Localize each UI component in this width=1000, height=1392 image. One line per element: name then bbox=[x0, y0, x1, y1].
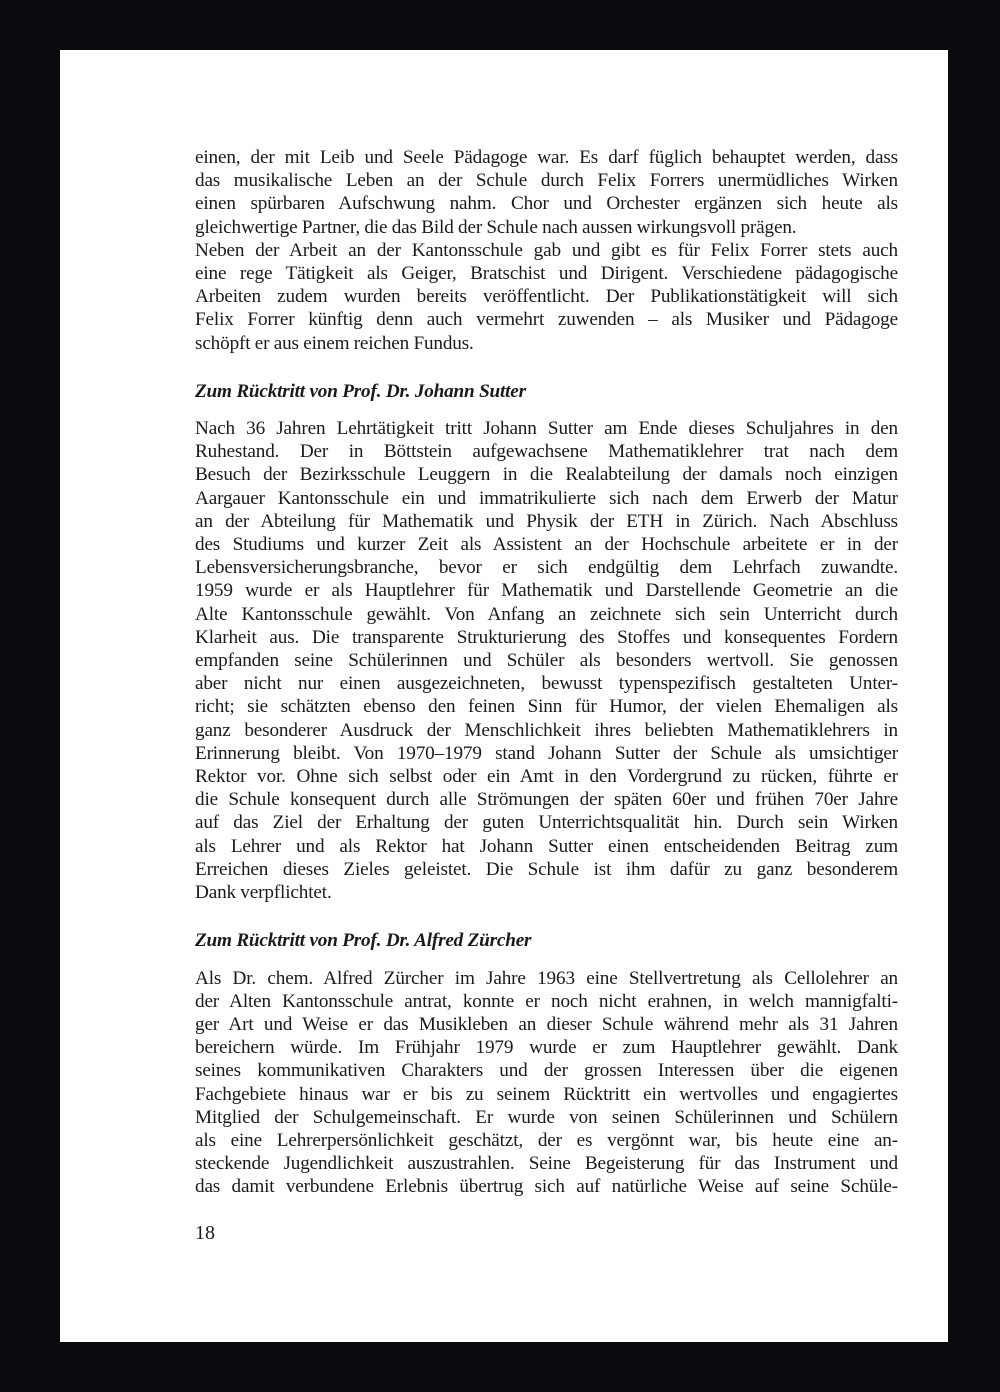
text-line: des Studiums und kurzer Zeit als Assistent an der Hochschule arbeitete er in der bbox=[195, 534, 898, 556]
text-line: seines kommunikativen Charakters und der grossen Interessen über die eigenen bbox=[195, 1060, 898, 1082]
text-line: Arbeiten zudem wurden bereits veröffentlicht. Der Publikationstätigkeit will sich bbox=[195, 286, 898, 308]
text-line: als eine Lehrerpersönlichkeit geschätzt, der es vergönnt war, bis heute eine an- bbox=[195, 1129, 898, 1151]
text-line: empfanden seine Schülerinnen und Schüler als besonders wertvoll. Sie genossen bbox=[195, 650, 898, 672]
text-line: 1959 wurde er als Hauptlehrer für Mathematik und Darstellende Geometrie an die bbox=[195, 580, 898, 602]
text-line: Besuch der Bezirksschule Leuggern in die Realabteilung der damals noch einzigen bbox=[195, 464, 898, 486]
text-line: das musikalische Leben an der Schule durch Felix Forrers unermüdliches Wirken bbox=[195, 170, 898, 192]
text-line: steckende Jugendlichkeit auszustrahlen. Seine Begeisterung für das Instrument und bbox=[195, 1153, 898, 1175]
text-line: der Alten Kantonsschule antrat, konnte er noch nicht erahnen, in welch mannigfalti- bbox=[195, 990, 898, 1012]
text-line: eine rege Tätigkeit als Geiger, Bratschist und Dirigent. Verschiedene pädagogische bbox=[195, 263, 898, 285]
text-line: Felix Forrer künftig denn auch vermehrt zuwenden – als Musiker und Pädagoge bbox=[195, 309, 898, 331]
text-line: bereichern würde. Im Frühjahr 1979 wurde er zum Hauptlehrer gewählt. Dank bbox=[195, 1037, 898, 1059]
text-line: einen, der mit Leib und Seele Pädagoge war. Es darf füglich behauptet werden, dass bbox=[195, 147, 898, 168]
paragraph-alfred-zuercher bbox=[195, 967, 898, 1199]
text-line: schöpft er aus einem reichen Fundus. bbox=[195, 332, 474, 354]
text-line: an der Abteilung für Mathematik und Physik der ETH in Zürich. Nach Abschluss bbox=[195, 510, 898, 532]
document-page bbox=[60, 50, 948, 1342]
paragraph-johann-sutter bbox=[195, 417, 898, 904]
text-line: Erreichen dieses Zieles geleistet. Die Schule ist ihm dafür zu ganz besonderem bbox=[195, 858, 898, 880]
text-line: Aargauer Kantonsschule ein und immatrikulierte sich nach dem Erwerb der Matur bbox=[195, 487, 898, 509]
text-line: Ruhestand. Der in Böttstein aufgewachsene Mathematiklehrer trat nach dem bbox=[195, 441, 898, 463]
text-line: ganz besonderer Ausdruck der Menschlichkeit ihres beliebten Mathematiklehrers in bbox=[195, 719, 898, 741]
text-line: Klarheit aus. Die transparente Strukturierung des Stoffes und konsequentes Fordern bbox=[195, 626, 898, 648]
text-line: Als Dr. chem. Alfred Zürcher im Jahre 1963 eine Stellvertretung als Cellolehrer an bbox=[195, 967, 898, 989]
text-line: die Schule konsequent durch alle Strömungen der späten 60er und frühen 70er Jahre bbox=[195, 789, 898, 811]
text-line: Dank verpflichtet. bbox=[195, 882, 332, 904]
text-line: Erinnerung bleibt. Von 1970–1979 stand Johann Sutter der Schule als umsichtiger bbox=[195, 742, 898, 764]
text-line: Alte Kantonsschule gewählt. Von Anfang an zeichnete sich sein Unterricht durch bbox=[195, 603, 898, 625]
text-line: Neben der Arbeit an der Kantonsschule gab und gibt es für Felix Forrer stets auch bbox=[195, 239, 898, 261]
text-line: auf das Ziel der Erhaltung der guten Unterrichtsqualität hin. Durch sein Wirken bbox=[195, 812, 898, 834]
section-heading-johann-sutter: Zum Rücktritt von Prof. Dr. Johann Sutter bbox=[195, 380, 526, 402]
text-line: gleichwertige Partner, die das Bild der Schule nach aussen wirkungsvoll prägen. bbox=[195, 216, 797, 238]
page-number: 18 bbox=[195, 1222, 215, 1244]
text-line: das damit verbundene Erlebnis übertrug sich auf natürliche Weise auf seine Schüle- bbox=[195, 1176, 898, 1198]
text-line: Fachgebiete hinaus war er bis zu seinem Rücktritt ein wertvolles und engagiertes bbox=[195, 1083, 898, 1105]
page-body bbox=[195, 146, 898, 1199]
text-line: Mitglied der Schulgemeinschaft. Er wurde von seinen Schülerinnen und Schülern bbox=[195, 1106, 898, 1128]
text-line: aber nicht nur einen ausgezeichneten, bewusst typenspezifisch gestalteten Unter- bbox=[195, 673, 898, 695]
text-line: Lebensversicherungsbranche, bevor er sich endgültig dem Lehrfach zuwandte. bbox=[195, 557, 898, 579]
section-heading-alfred-zuercher: Zum Rücktritt von Prof. Dr. Alfred Zürcher bbox=[195, 930, 532, 952]
text-line: ger Art und Weise er das Musikleben an dieser Schule während mehr als 31 Jahren bbox=[195, 1013, 898, 1035]
text-line: als Lehrer und als Rektor hat Johann Sutter einen entscheidenden Beitrag zum bbox=[195, 835, 898, 857]
text-line: richt; sie schätzten ebenso den feinen Sinn für Humor, der vielen Ehemaligen als bbox=[195, 696, 898, 718]
text-line: Nach 36 Jahren Lehrtätigkeit tritt Johann Sutter am Ende dieses Schuljahres in den bbox=[195, 418, 898, 440]
text-line: einen spürbaren Aufschwung nahm. Chor und Orchester ergänzen sich heute als bbox=[195, 193, 898, 215]
paragraph-felix-forrer bbox=[195, 146, 898, 355]
text-line: Rektor vor. Ohne sich selbst oder ein Amt in den Vordergrund zu rücken, führte er bbox=[195, 766, 898, 788]
